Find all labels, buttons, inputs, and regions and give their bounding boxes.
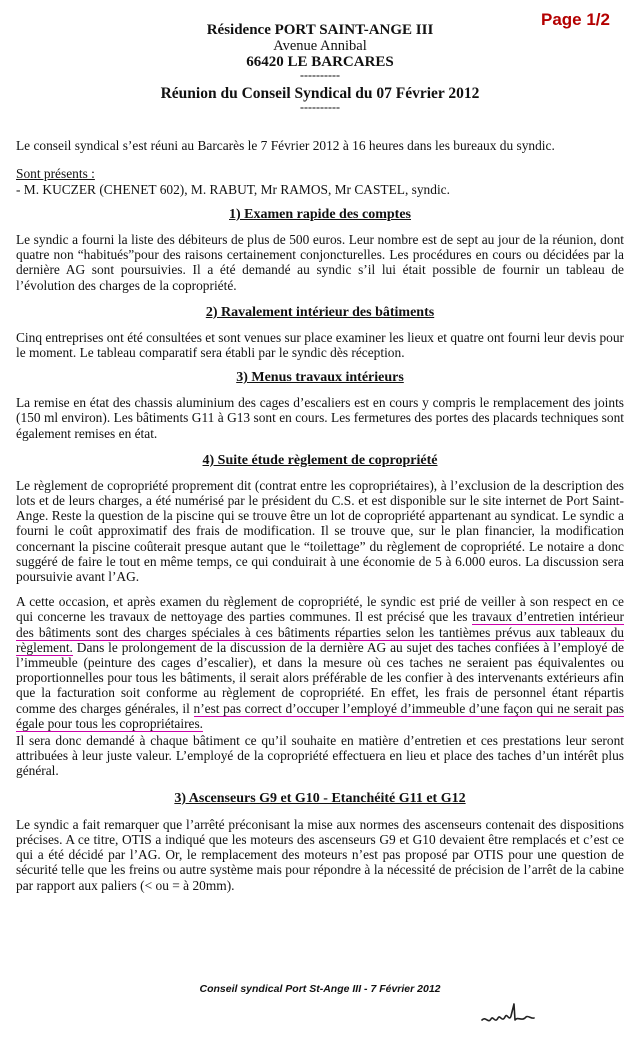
section-title-regulation: 4) Suite étude règlement de copropriété bbox=[202, 452, 438, 468]
meeting-title: Réunion du Conseil Syndical du 07 Février 2012 bbox=[160, 85, 480, 102]
signature-icon bbox=[478, 1000, 538, 1028]
section-text-regulation-cleaning bbox=[16, 594, 624, 731]
section-title-elevators: 3) Ascenseurs G9 et G10 - Etanchéité G11 et G12 bbox=[174, 790, 466, 806]
highlighted-employee-fairness: n’est pas correct d’occuper l’employé d’immeuble d’une façon qui ne serait pas égale pour tous les copropriétaires. bbox=[16, 700, 624, 731]
section-title-accounts: 1) Examen rapide des comptes bbox=[229, 207, 411, 222]
document-body bbox=[16, 138, 624, 893]
street-address: Avenue Annibal bbox=[273, 38, 367, 54]
cleaning-text-a: A cette occasion, et après examen du règlement de copropriété, le syndic est prié de veiller à son respect en ce qui concerne les travaux de nettoyage des parties communes. Il est précisé que les bbox=[16, 594, 624, 625]
section-text-facade: Cinq entreprises ont été consultées et sont venues sur place examiner les lieux et quatre ont fourni leur devis pour le moment. Le tableau comparatif sera établi par le syndic dès réception. bbox=[16, 329, 624, 361]
page-number: Page 1/2 bbox=[541, 10, 610, 29]
attendees-heading: Sont présents : bbox=[16, 166, 95, 181]
section-text-elevators: Le syndic a fait remarquer que l’arrêté préconisant la mise aux normes des ascenseurs contenait des dispositions précises. A ce titre, OTIS a indiqué que les moteurs des ascenseurs G9 et G10 devaient être remplacés et c’est ce qui a été décidé par l’AG. Or, le remplacement des moteurs n’est pas proposé par OTIS pour une question de sécurité telle que les freins ou autre système mais pour répondre à la nécessité de précision de l’arrêt de la cabine par rapport aux paliers (< ou = à 20mm). bbox=[16, 816, 624, 893]
section-text-regulation: Le règlement de copropriété proprement dit (contrat entre les copropriétaires), à l’exclusion de la description des lots et de leurs charges, a été numérisé par le président du C.S. et est disponible sur le site internet de Port Saint-Ange. Reste la question de la piscine qui se trouve être un lot de copropriété appartenant au syndicat. Le syndic a fourni le coût approximatif des frais de modification. Il se trouve que, sur le plan financier, la modification concernant la piscine coûterait presque autant que le “toilettage” du règlement de copropriété. Le notaire a donc suggéré de faire le tout en même temps, ce qui conduirait à une économie de 5 à 6.000 euros. La discussion sera poursuivie avant l’AG. bbox=[16, 477, 624, 585]
attendees-list: - M. KUCZER (CHENET 602), M. RABUT, Mr RAMOS, Mr CASTEL, syndic. bbox=[16, 182, 450, 197]
header-separator: ---------- bbox=[300, 68, 340, 82]
city-address: 66420 LE BARCARES bbox=[246, 54, 394, 70]
section-title-minor-works: 3) Menus travaux intérieurs bbox=[236, 370, 404, 386]
section-text-minor-works: La remise en état des chassis aluminium des cages d’escaliers est en cours y compris le remplacement des joints (150 ml environ). Les bâtiments G11 à G13 sont en cours. Les fermetures des portes des placards techniques sont également remises en état. bbox=[16, 395, 624, 441]
intro-paragraph: Le conseil syndical s’est réuni au Barcarès le 7 Février 2012 à 16 heures dans les bureaux du syndic. bbox=[16, 138, 555, 153]
cleaning-text-b: Dans le prolongement de la discussion de la dernière AG au sujet des taches confiées à l’employé de l’immeuble (peinture des cages d’escalier), et dans la mesure où ces taches ne seraient pas équivalentes ou proportionnelles pour tous les bâtiments, il serait alors préférable de les confier à des intervenants extérieurs afin que la facturation soit conforme au règlement de copropriété. En effet, les frais de personnel étant répartis comme des charges générales, il bbox=[16, 639, 624, 716]
section-title-facade: 2) Ravalement intérieur des bâtiments bbox=[205, 304, 435, 320]
highlighted-special-charges: travaux d’entretien intérieur des bâtiments sont des charges spéciales à ces bâtiments réparties selon les tantièmes prévus aux tableaux du règlement. bbox=[16, 609, 624, 655]
residence-name: Résidence PORT SAINT-ANGE III bbox=[206, 22, 434, 38]
section-text-regulation-conclusion: Il sera donc demandé à chaque bâtiment ce qu’il souhaite en matière d’entretien et ces prestations leur seront attribuées à leur juste valeur. L’employé de la copropriété effectuera en lieu et place des taches d’un intérêt plus général. bbox=[16, 733, 624, 779]
section-text-accounts: Le syndic a fourni la liste des débiteurs de plus de 500 euros. Leur nombre est de sept au jour de la réunion, dont quatre non “habitués”pour des raisons certainement conjoncturelles. Les procédures en cours ou décidées par la dernière AG sont poursuivies. Il a été demandé au syndic s’il lui était possible de fournir un tableau de l’évolution des charges de la copropriété. bbox=[16, 232, 624, 293]
page-footer: Conseil syndical Port St-Ange III - 7 Février 2012 bbox=[199, 983, 441, 995]
document-header bbox=[0, 22, 640, 112]
meeting-separator: ---------- bbox=[300, 100, 340, 114]
